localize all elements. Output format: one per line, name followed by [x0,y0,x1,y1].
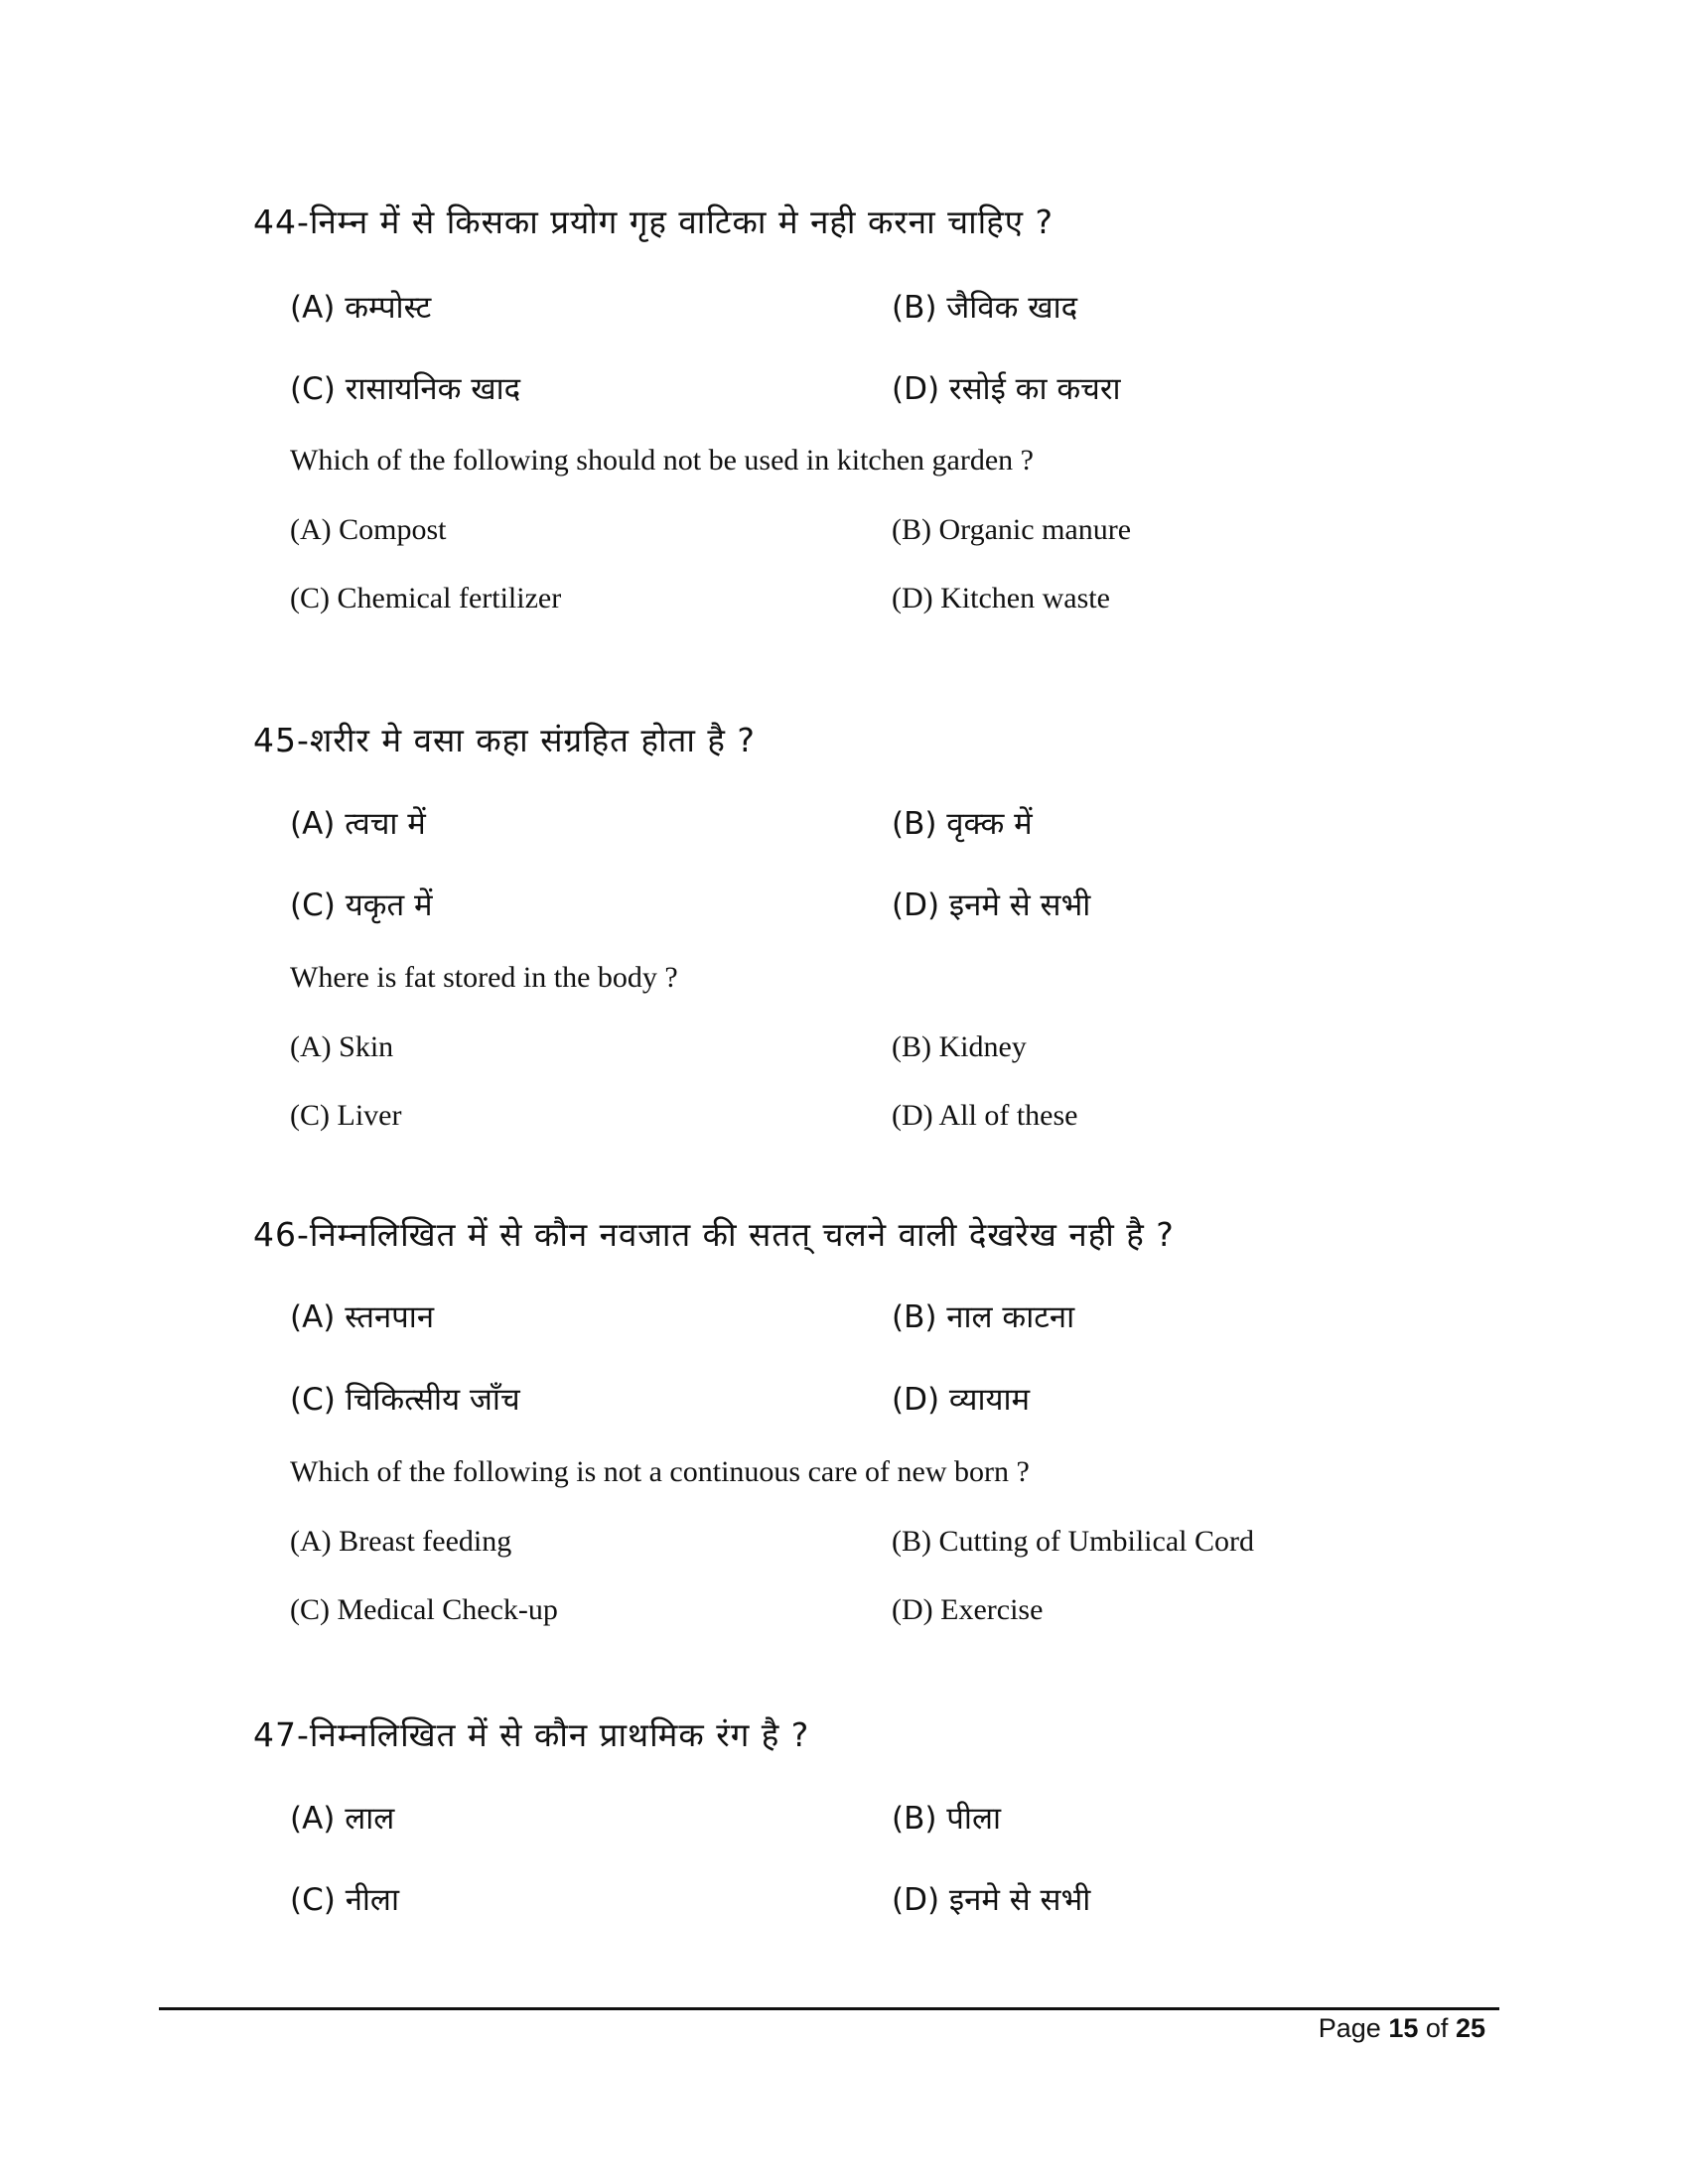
q47-hindi-option-d: (D) इनमे से सभी [892,1882,1091,1918]
page-number [1319,2013,1485,2044]
q45-hindi-option-b: (B) वृक्क में [892,806,1033,842]
q46-english-option-b: (B) Cutting of Umbilical Cord [892,1525,1254,1558]
question-47-hindi: 47-निम्नलिखित में से कौन प्राथमिक रंग है ? [253,1715,810,1754]
q44-hindi-option-a: (A) कम्पोस्ट [290,290,432,326]
footer-divider [159,2007,1499,2010]
q46-hindi-option-c: (C) चिकित्सीय जाँच [290,1382,520,1418]
question-45-english: Where is fat stored in the body ? [290,961,678,994]
q47-hindi-option-a: (A) लाल [290,1801,395,1837]
q44-hindi-option-d: (D) रसोई का कचरा [892,371,1121,407]
q44-hindi-option-c: (C) रासायनिक खाद [290,371,521,407]
q46-english-option-d: (D) Exercise [892,1593,1044,1626]
q45-hindi-option-c: (C) यकृत में [290,887,433,923]
q47-hindi-option-c: (C) नीला [290,1882,399,1918]
page-label: Page [1318,2013,1381,2043]
question-46-english: Which of the following is not a continuous care of new born ? [290,1455,1030,1488]
q45-english-option-c: (C) Liver [290,1099,402,1132]
question-46-hindi: 46-निम्नलिखित में से कौन नवजात की सतत् चलने वाली देखरेख नही है ? [253,1215,1175,1254]
q45-english-option-a: (A) Skin [290,1030,394,1063]
total-pages: 25 [1455,2013,1485,2043]
q44-english-option-a: (A) Compost [290,513,447,546]
question-44-english: Which of the following should not be used in kitchen garden ? [290,444,1034,477]
q46-hindi-option-d: (D) व्यायाम [892,1382,1031,1418]
q44-english-option-b: (B) Organic manure [892,513,1132,546]
q44-english-option-c: (C) Chemical fertilizer [290,582,562,614]
q46-hindi-option-b: (B) नाल काटना [892,1299,1075,1335]
q44-hindi-option-b: (B) जैविक खाद [892,290,1078,326]
q46-hindi-option-a: (A) स्तनपान [290,1299,435,1335]
q45-hindi-option-d: (D) इनमे से सभी [892,887,1091,923]
q45-hindi-option-a: (A) त्वचा में [290,806,426,842]
q45-english-option-d: (D) All of these [892,1099,1078,1132]
of-label: of [1425,2013,1449,2043]
q44-english-option-d: (D) Kitchen waste [892,582,1110,614]
q46-english-option-a: (A) Breast feeding [290,1525,512,1558]
question-44-hindi: 44-निम्न में से किसका प्रयोग गृह वाटिका मे नही करना चाहिए ? [253,203,1054,241]
question-45-hindi: 45-शरीर मे वसा कहा संग्रहित होता है ? [253,721,756,759]
q47-hindi-option-b: (B) पीला [892,1801,1001,1837]
current-page: 15 [1388,2013,1419,2043]
q45-english-option-b: (B) Kidney [892,1030,1027,1063]
q46-english-option-c: (C) Medical Check-up [290,1593,558,1626]
